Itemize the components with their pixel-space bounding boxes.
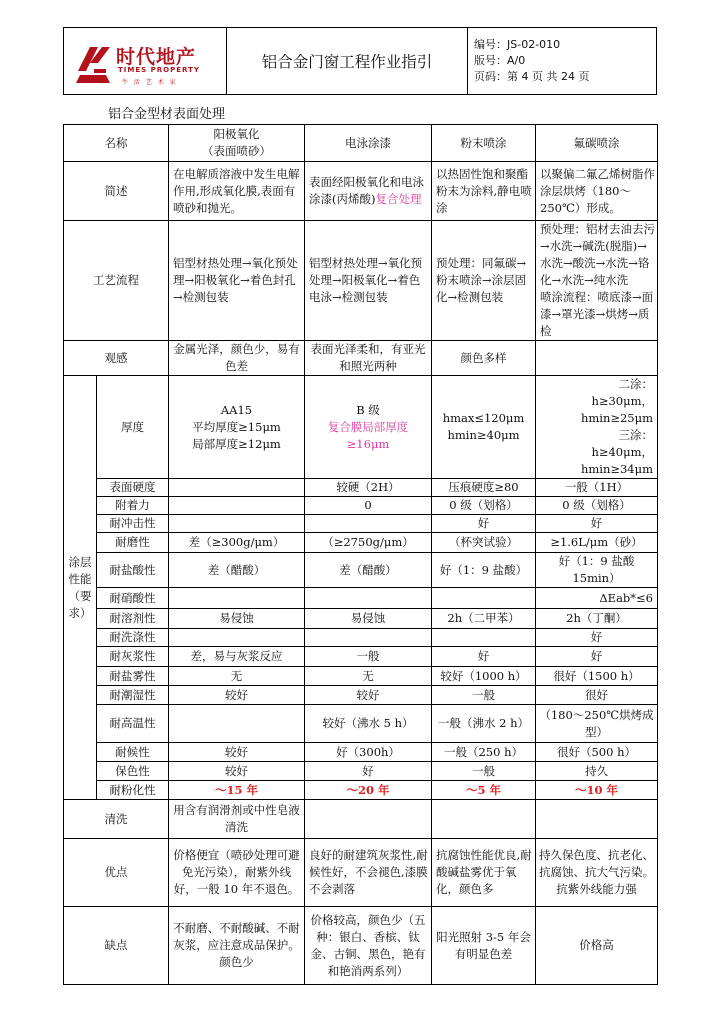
logo-cell — [64, 28, 227, 95]
doc-code: 编号：JS-02-010 — [474, 38, 561, 51]
coating-performance-label: 涂层性能（要求） — [64, 376, 97, 800]
document-title: 铝合金门窗工程作业指引 — [227, 28, 468, 95]
table-row: 耐磨性 差（≥300g/μm） （≥2750g/μm） （杯突试验） ≥1.6L/μm（砂） — [64, 533, 658, 553]
header-electrophoresis: 电泳涂漆 — [305, 125, 432, 162]
table-row: 耐候性 较好 好（300h） 一般（250 h） 很好（500 h） — [64, 743, 658, 762]
document-header — [63, 27, 657, 95]
header-fluorocarbon: 氟碳喷涂 — [536, 125, 658, 162]
company-logo-icon — [76, 41, 114, 85]
table-row: 耐洗涤性 好 — [64, 629, 658, 647]
table-row: 耐潮湿性 较好 较好 一般 很好 — [64, 686, 658, 705]
table-row: 简述 在电解质溶液中发生电解作用,形成氧化膜,表面有喷砂和抛光。 表面经阳极氧化和电泳涂漆(丙烯酸)复合处理 以热固性饱和聚酯粉末为涂料,静电喷涂 以聚偏二氟乙烯树脂作涂层烘烤（180～250℃）形成。 — [64, 162, 658, 221]
table-row: 清洗 用含有润滑剂或中性皂液清洗 — [64, 800, 658, 839]
logo-slogan: 牛 活 艺 术 家 — [122, 79, 178, 86]
table-row: 耐冲击性 好 好 — [64, 515, 658, 533]
doc-version: 版号：A/0 — [474, 54, 526, 67]
table-header-row — [64, 125, 658, 162]
document-meta — [468, 28, 657, 95]
table-row: 耐硝酸性 ΔEab*≤6 — [64, 588, 658, 609]
logo-name-en: TIMES PROPERTY — [118, 66, 200, 74]
table-row: 表面硬度 较硬（2H） 压痕硬度≥80 一般（1H） — [64, 479, 658, 497]
surface-treatment-table — [63, 124, 658, 985]
table-row: 保色性 较好 好 一般 持久 — [64, 762, 658, 781]
doc-page: 页码：第 4 页 共 24 页 — [474, 70, 590, 83]
table-row: 耐粉化性 ～15 年 ～20 年 ～5 年 ～10 年 — [64, 781, 658, 800]
table-row: 耐溶剂性 易侵蚀 易侵蚀 2h（二甲苯） 2h（丁酮） — [64, 609, 658, 629]
header-powder: 粉末喷涂 — [432, 125, 536, 162]
table-row: 耐盐酸性 差（醋酸） 差（醋酸） 好（1：9 盐酸） 好（1：9 盐酸 15min） — [64, 553, 658, 588]
table-row: 耐盐雾性 无 无 较好（1000 h） 很好（1500 h） — [64, 667, 658, 686]
table-row: 观感 金属光泽，颜色少，易有色差 表面光泽柔和，有亚光和照光两种 颜色多样 — [64, 341, 658, 376]
header-name: 名称 — [64, 125, 169, 162]
section-title: 铝合金型材表面处理 — [108, 107, 226, 122]
table-row: 工艺流程 铝型材热处理→氧化预处理→阳极氧化→着色封孔→检测包装 铝型材热处理→氧化预处理→阳极氧化→着色电泳→检测包装 预处理：同氟碳→粉末喷涂→涂层固化→检测包装 预处理：铝材去油去污→水洗→碱洗(脱脂)→水洗→酸洗→水洗→铬化→水洗→纯水洗 喷涂流程：喷底漆→面漆→罩光漆→烘烤→质检 — [64, 221, 658, 341]
table-row: 耐高温性 较好（沸水 5 h） 一般（沸水 2 h） （180～250℃烘烤成型） — [64, 705, 658, 743]
table-row: 缺点 不耐磨、不耐酸碱、不耐灰浆，应注意成品保护。颜色少 价格较高，颜色少（五种：银白、香槟、钛金、古铜、黑色，艳有和艳消两系列） 阳光照射 3-5 年会有明显色差 价格高 — [64, 907, 658, 985]
table-row: 附着力 0 0 级（划格） 0 级（划格） — [64, 497, 658, 515]
header-anodizing: 阳极氧化 （表面喷砂） — [169, 125, 305, 162]
logo-name-cn: 时代地产 — [116, 46, 197, 68]
table-row: 耐灰浆性 差，易与灰浆反应 一般 好 好 — [64, 647, 658, 667]
table-row: 优点 价格便宜（喷砂处理可避免光污染），耐紫外线好，一般 10 年不退色。 良好的耐建筑灰浆性,耐候性好，不会褪色,漆膜不会剥落 抗腐蚀性能优良,耐酸碱盐雾优于氧化，颜色多 持久保色度、抗老化、抗腐蚀、抗大气污染。抗紫外线能力强 — [64, 839, 658, 907]
table-row: 涂层性能（要求） 厚度 AA15 平均厚度≥15μm 局部厚度≥12μm B 级 复合膜局部厚度≥16μm hmax≤120μm hmin≥40μm 二涂： h≥30μm，hmin≥25μm 三涂： h≥40μm，hmin≥34μm — [64, 376, 658, 479]
